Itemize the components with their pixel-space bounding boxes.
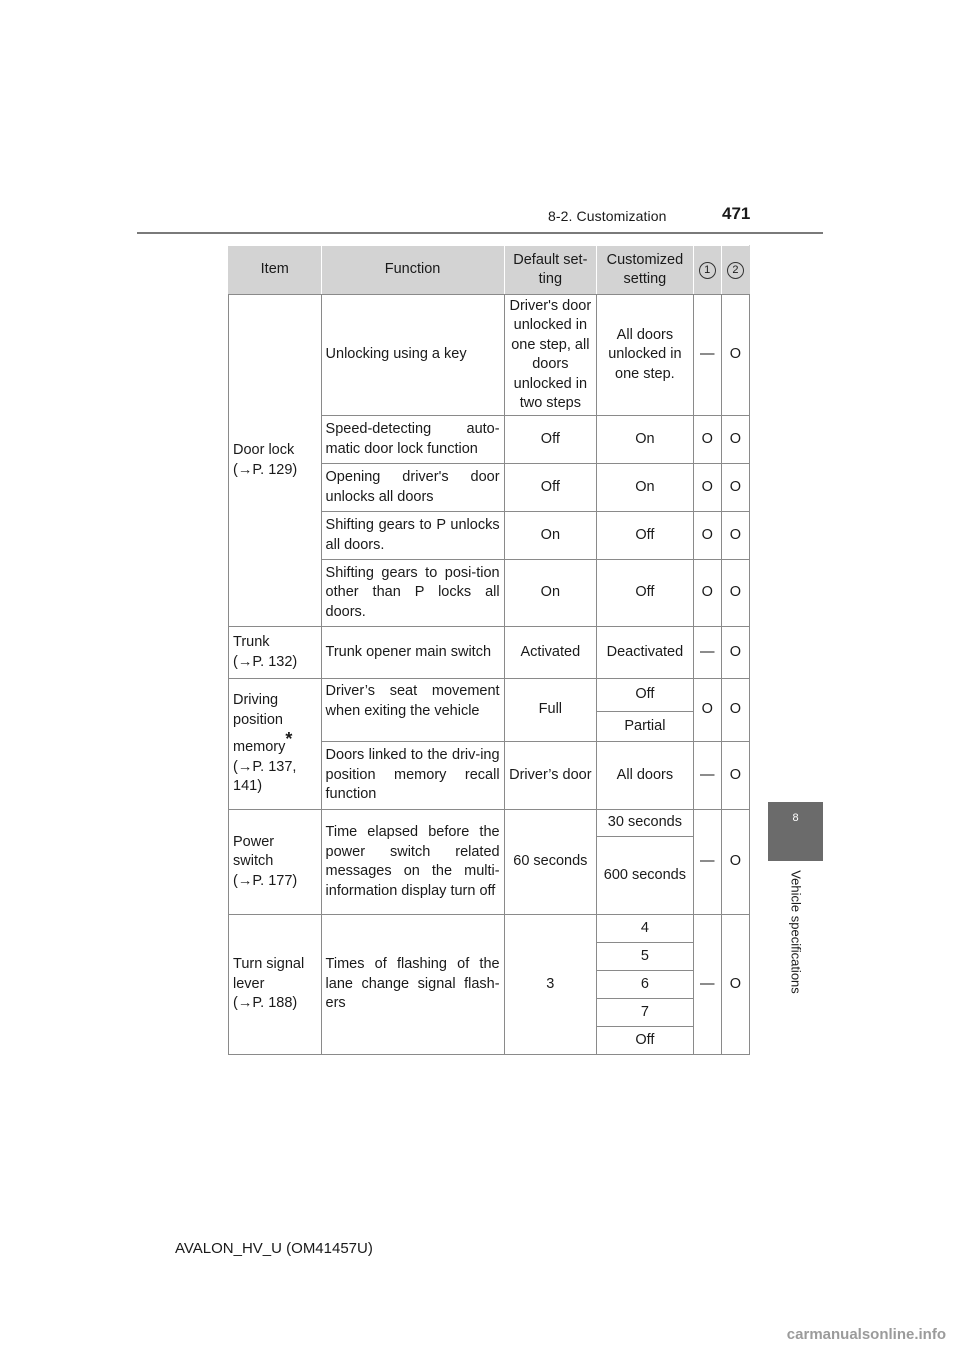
function-cell: Times of flashing of the lane change signal flash-ers <box>321 915 504 1055</box>
custom-cell: 4 <box>597 915 694 943</box>
table-row <box>229 679 750 712</box>
item-turn-signal: Turn signal lever (→P. 188) <box>229 915 322 1055</box>
default-cell: On <box>504 560 597 627</box>
col-header-item: Item <box>229 246 322 295</box>
default-cell: 60 seconds <box>504 810 597 915</box>
page-number: 471 <box>722 204 751 223</box>
method2-cell: O <box>721 915 749 1055</box>
method1-cell: — <box>693 742 721 810</box>
method2-cell: O <box>721 560 749 627</box>
custom-cell: Off <box>597 1027 694 1055</box>
method2-cell: O <box>721 295 749 416</box>
custom-cell: On <box>597 416 694 464</box>
method2-cell: O <box>721 464 749 512</box>
method1-cell: O <box>693 560 721 627</box>
footer-manual-code: AVALON_HV_U (OM41457U) <box>175 1240 373 1257</box>
custom-cell: Partial <box>597 712 694 742</box>
method2-cell: O <box>721 627 749 679</box>
col-header-method-1 <box>693 246 721 295</box>
method2-cell: O <box>721 810 749 915</box>
custom-cell: 7 <box>597 999 694 1027</box>
method1-cell: O <box>693 416 721 464</box>
method1-cell: O <box>693 679 721 742</box>
item-door-lock: Door lock (→P. 129) <box>229 295 322 627</box>
function-cell: Unlocking using a key <box>321 295 504 416</box>
item-driving-position-label: Driving position memory <box>233 692 286 756</box>
custom-cell: 600 seconds <box>597 837 694 915</box>
custom-cell: On <box>597 464 694 512</box>
table-row <box>229 627 750 679</box>
watermark: carmanualsonline.info <box>786 1326 946 1343</box>
col-header-default: Default set- ting <box>504 246 597 295</box>
method1-cell: — <box>693 915 721 1055</box>
col-header-customized: Customized setting <box>597 246 694 295</box>
table-header-row <box>229 246 750 295</box>
method2-cell: O <box>721 416 749 464</box>
custom-cell: All doors <box>597 742 694 810</box>
function-cell: Opening driver's door unlocks all doors <box>321 464 504 512</box>
custom-cell: Off <box>597 512 694 560</box>
function-cell: Driver’s seat movement when exiting the vehicle <box>321 679 504 742</box>
table-row <box>229 915 750 943</box>
custom-cell: Off <box>597 560 694 627</box>
item-driving-position-ref: (→P. 137, 141) <box>233 758 297 795</box>
section-title: 8-2. Customization <box>548 208 667 224</box>
function-cell: Doors linked to the driv-ing position memory recall function <box>321 742 504 810</box>
col-header-function: Function <box>321 246 504 295</box>
custom-cell: Off <box>597 679 694 712</box>
function-cell: Shifting gears to posi-tion other than P locks all doors. <box>321 560 504 627</box>
custom-cell: 30 seconds <box>597 810 694 837</box>
default-cell: On <box>504 512 597 560</box>
default-cell: Off <box>504 464 597 512</box>
method1-cell: — <box>693 810 721 915</box>
table-row <box>229 295 750 416</box>
default-cell: Driver's door unlocked in one step, all doors unlocked in two steps <box>504 295 597 416</box>
function-cell: Time elapsed before the power switch related messages on the multi-information display turn off <box>321 810 504 915</box>
circled-number-1: 1 <box>699 262 716 279</box>
footnote-asterisk: * <box>285 729 293 750</box>
table-row <box>229 810 750 837</box>
chapter-label: Vehicle specifications <box>788 870 804 994</box>
custom-cell: 6 <box>597 971 694 999</box>
header-rule <box>137 232 823 234</box>
custom-cell: All doors unlocked in one step. <box>597 295 694 416</box>
default-cell: Full <box>504 679 597 742</box>
circled-number-2: 2 <box>727 262 744 279</box>
customization-table <box>228 245 750 1055</box>
chapter-tab <box>768 802 823 861</box>
function-cell: Speed-detecting auto-matic door lock function <box>321 416 504 464</box>
function-cell: Shifting gears to P unlocks all doors. <box>321 512 504 560</box>
method2-cell: O <box>721 512 749 560</box>
method2-cell: O <box>721 742 749 810</box>
default-cell: Driver’s door <box>504 742 597 810</box>
col-header-method-2 <box>721 246 749 295</box>
item-trunk: Trunk (→P. 132) <box>229 627 322 679</box>
default-cell: Activated <box>504 627 597 679</box>
default-cell: Off <box>504 416 597 464</box>
custom-cell: 5 <box>597 943 694 971</box>
method1-cell: O <box>693 464 721 512</box>
item-driving-position <box>229 679 322 810</box>
function-cell: Trunk opener main switch <box>321 627 504 679</box>
method1-cell: — <box>693 627 721 679</box>
chapter-number: 8 <box>792 812 799 824</box>
method1-cell: — <box>693 295 721 416</box>
custom-cell: Deactivated <box>597 627 694 679</box>
method1-cell: O <box>693 512 721 560</box>
default-cell: 3 <box>504 915 597 1055</box>
method2-cell: O <box>721 679 749 742</box>
item-power-switch: Power switch (→P. 177) <box>229 810 322 915</box>
